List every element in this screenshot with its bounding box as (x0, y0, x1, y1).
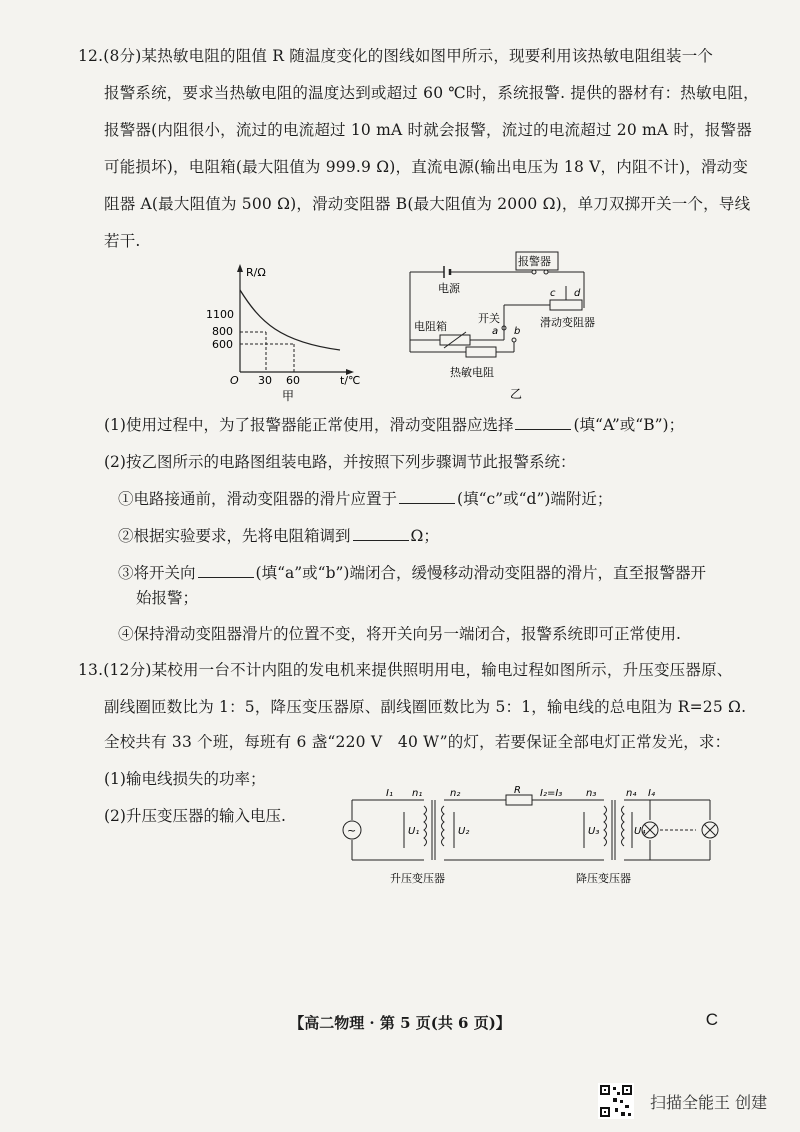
q12-step-4: ④保持滑动变阻器滑片的位置不变，将开关向另一端闭合，报警系统即可正常使用. (118, 625, 681, 643)
thermistor-symbol (466, 347, 496, 357)
box-label: 电阻箱 (414, 320, 447, 333)
q12-line-4: 可能损坏)，电阻箱(最大阻值为 999.9 Ω)，直流电源(输出电压为 18 V，内阻不计)，滑动变 (104, 158, 749, 176)
q12-line-2: 报警系统，要求当热敏电阻的温度达到或超过 60 ℃时，系统报警. 提供的器材有：热敏电阻， (104, 84, 759, 102)
switch-label: 开关 (478, 312, 500, 325)
source-label: 电源 (438, 282, 460, 295)
step-down-label: 降压变压器 (576, 872, 631, 885)
graph-xtick-30: 30 (258, 374, 272, 387)
svg-text:d: d (574, 288, 581, 299)
svg-text:n₁: n₁ (412, 788, 423, 799)
page-footer: 【高二物理 · 第 5 页(共 6 页)】 (289, 1014, 511, 1032)
transmission-diagram (340, 786, 730, 886)
q13-part-2: (2)升压变压器的输入电压. (104, 807, 286, 825)
svg-text:c: c (550, 288, 556, 299)
svg-text:U₁: U₁ (408, 826, 420, 837)
graph-xtick-60: 60 (286, 374, 300, 387)
q12-step-1: ①电路接通前，滑动变阻器的滑片应置于 (填“c”或“d”)端附近； (118, 490, 613, 508)
svg-text:a: a (492, 326, 499, 337)
thermistor-label: 热敏电阻 (450, 366, 494, 379)
q12-line-5: 阻器 A(最大阻值为 500 Ω)，滑动变阻器 B(最大阻值为 2000 Ω)，单刀双掷开关一个，导线 (104, 195, 751, 213)
rheostat-box (550, 300, 582, 310)
answer-blank-2[interactable] (399, 489, 455, 504)
q12-line-3: 报警器(内阻很小，流过的电流超过 10 mA 时就会报警，流过的电流超过 20 mA 时，报警器 (104, 121, 752, 139)
svg-text:R: R (514, 786, 521, 796)
q12-part-2: (2)按乙图所示的电路图组装电路，并按照下列步骤调节此报警系统： (104, 453, 576, 471)
svg-text:~: ~ (347, 824, 357, 837)
q13-line-1: 13.(12分)某校用一台不计内阻的发电机来提供照明用电，输电过程如图所示，升压变压器原、 (78, 661, 733, 679)
graph-ytick-600: 600 (212, 338, 233, 351)
graph-jia (200, 262, 380, 402)
step-up-label: 升压变压器 (390, 872, 445, 885)
svg-text:I₄: I₄ (648, 788, 655, 799)
svg-text:n₄: n₄ (626, 788, 637, 799)
answer-blank-4[interactable] (198, 563, 254, 578)
svg-text:b: b (514, 326, 521, 337)
q12-line-1: 12.(8分)某热敏电阻的阻值 R 随温度变化的图线如图甲所示，现要利用该热敏电阻组装一个 (78, 47, 714, 65)
alarm-label: 报警器 (518, 255, 551, 268)
graph-ytick-800: 800 (212, 325, 233, 338)
q12-part-1: (1)使用过程中，为了报警器能正常使用，滑动变阻器应选择 (填“A”或“B”)； (104, 416, 685, 434)
q12-line-6: 若干. (104, 232, 141, 250)
svg-text:n₃: n₃ (586, 788, 597, 799)
q13-line-2: 副线圈匝数比为 1：5，降压变压器原、副线圈匝数比为 5：1，输电线的总电阻为 R=25 Ω. (104, 698, 747, 716)
q12-step-2: ②根据实验要求，先将电阻箱调到 Ω； (118, 527, 439, 545)
svg-text:U₃: U₃ (588, 826, 600, 837)
svg-text:U₂: U₂ (458, 826, 470, 837)
answer-blank-1[interactable] (515, 415, 571, 430)
line-resistor (506, 795, 532, 805)
q13-line-3: 全校共有 33 个班，每班有 6 盏“220 V 40 W”的灯，若要保证全部电灯正常发光，求： (104, 733, 731, 751)
graph-caption: 甲 (282, 389, 295, 402)
circuit-yi (400, 248, 620, 402)
svg-text:U₄: U₄ (634, 826, 646, 837)
graph-ytick-1100: 1100 (206, 308, 234, 321)
graph-curve (240, 290, 340, 350)
svg-text:n₂: n₂ (450, 788, 461, 799)
q12-step-3: ③将开关向 (填“a”或“b”)端闭合，缓慢移动滑动变阻器的滑片，直至报警器开 (118, 564, 706, 582)
svg-text:I₁: I₁ (386, 788, 393, 799)
circuit-caption: 乙 (510, 387, 523, 401)
qr-code-icon (598, 1083, 634, 1119)
rheostat-label: 滑动变阻器 (540, 316, 595, 329)
scanner-watermark: 扫描全能王 创建 (650, 1093, 768, 1112)
answer-blank-3[interactable] (353, 526, 409, 541)
graph-origin: O (230, 374, 239, 387)
graph-xlabel: t/℃ (340, 374, 361, 387)
svg-text:I₂=I₃: I₂=I₃ (540, 788, 563, 799)
q12-step-3-cont: 始报警； (136, 589, 199, 607)
version-letter: C (705, 1010, 718, 1029)
graph-ylabel: R/Ω (246, 266, 266, 279)
q13-part-1: (1)输电线损失的功率； (104, 770, 266, 788)
